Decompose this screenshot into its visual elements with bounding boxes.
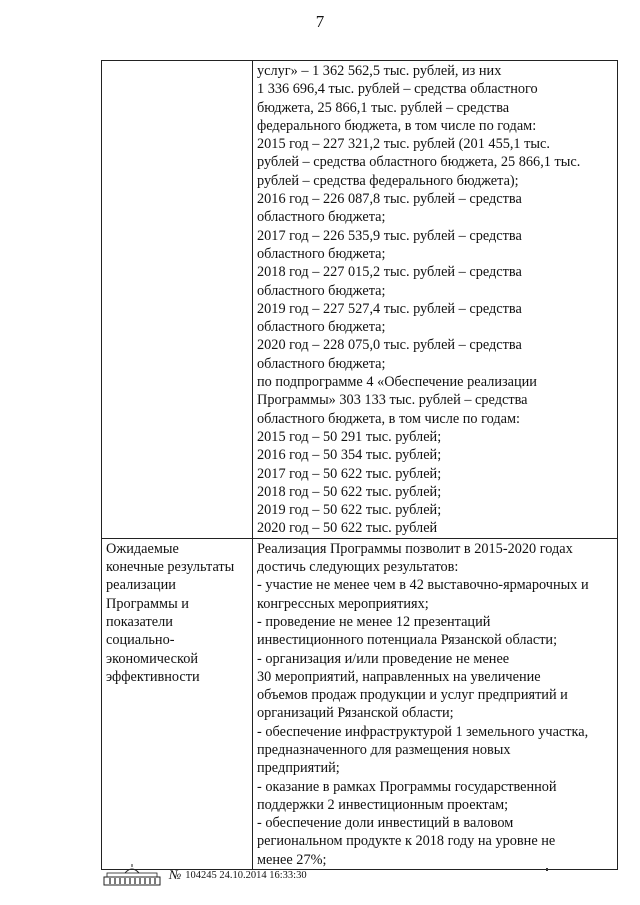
registration-stamp-text: 104245 24.10.2014 16:33:30 <box>185 869 307 881</box>
text-line: социально- <box>106 632 175 649</box>
text-line: рублей – средства федерального бюджета); <box>257 172 519 189</box>
row2-left-cell <box>102 538 253 869</box>
text-line: - обеспечение доли инвестиций в валовом <box>257 815 514 832</box>
text-line: объемов продаж продукции и услуг предприятий и <box>257 687 568 704</box>
text-line: Ожидаемые <box>106 540 179 557</box>
text-line: - организация и/или проведение не менее <box>257 650 510 667</box>
text-line: 2017 год – 226 535,9 тыс. рублей – средства <box>257 227 522 244</box>
text-line: Реализация Программы позволит в 2015-2020 годах <box>257 540 573 557</box>
text-line: конгрессных мероприятиях; <box>257 595 429 612</box>
text-line: - обеспечение инфраструктурой 1 земельного участка, <box>257 723 589 740</box>
text-line: 2019 год – 50 622 тыс. рублей; <box>257 502 442 519</box>
text-line: показатели <box>106 613 173 630</box>
page-number: 7 <box>315 12 325 31</box>
text-line: рублей – средства областного бюджета, 25 866,1 тыс. <box>257 154 581 171</box>
text-line: экономической <box>106 650 198 667</box>
text-line: региональном продукте к 2018 году на уровне не <box>257 833 556 850</box>
text-line: по подпрограмме 4 «Обеспечение реализации <box>257 374 537 391</box>
text-line: областного бюджета; <box>257 355 386 372</box>
document-footer <box>103 863 307 887</box>
text-line: 30 мероприятий, направленных на увеличение <box>257 668 541 685</box>
text-line: 1 336 696,4 тыс. рублей – средства областного <box>257 81 538 98</box>
government-building-logo-icon <box>103 864 161 886</box>
text-line: конечные результаты <box>106 559 235 576</box>
text-line: областного бюджета; <box>257 245 386 262</box>
text-line: организаций Рязанской области; <box>257 705 454 722</box>
text-line: 2020 год – 228 075,0 тыс. рублей – средства <box>257 337 522 354</box>
text-line: областного бюджета; <box>257 209 386 226</box>
text-line: 2018 год – 50 622 тыс. рублей; <box>257 483 442 500</box>
table-row <box>102 61 618 539</box>
registration-number-sign: № <box>169 867 182 882</box>
text-line: бюджета, 25 866,1 тыс. рублей – средства <box>257 99 510 116</box>
text-line: эффективности <box>106 668 200 685</box>
row1-left-cell <box>102 61 253 539</box>
text-line: предназначенного для размещения новых <box>257 741 511 758</box>
text-line: 2018 год – 227 015,2 тыс. рублей – средства <box>257 264 522 281</box>
text-line: инвестиционного потенциала Рязанской области; <box>257 632 558 649</box>
text-line: 2016 год – 226 087,8 тыс. рублей – средства <box>257 191 522 208</box>
text-line: менее 27%; <box>257 851 327 868</box>
text-line: - участие не менее чем в 42 выставочно-ярмарочных и <box>257 577 589 594</box>
scan-speck <box>546 868 548 871</box>
text-line: областного бюджета; <box>257 319 386 336</box>
text-line: 2015 год – 227 321,2 тыс. рублей (201 455,1 тыс. <box>257 136 550 153</box>
text-line: областного бюджета, в том числе по годам: <box>257 410 521 427</box>
program-passport-table <box>101 60 618 870</box>
table-row <box>102 538 618 869</box>
text-line: реализации <box>106 577 176 594</box>
text-line: предприятий; <box>257 760 340 777</box>
text-line: федерального бюджета, в том числе по годам: <box>257 117 537 134</box>
text-line: областного бюджета; <box>257 282 386 299</box>
row2-right-cell <box>253 538 618 869</box>
text-line: - оказание в рамках Программы государственной <box>257 778 557 795</box>
text-line: 2015 год – 50 291 тыс. рублей; <box>257 428 442 445</box>
row1-right-cell <box>253 61 618 539</box>
text-line: Программы и <box>106 595 189 612</box>
text-line: - проведение не менее 12 презентаций <box>257 613 491 630</box>
text-line: 2017 год – 50 622 тыс. рублей; <box>257 465 442 482</box>
text-line: достичь следующих результатов: <box>257 559 459 576</box>
text-line: Программы» 303 133 тыс. рублей – средства <box>257 392 528 409</box>
text-line: 2019 год – 227 527,4 тыс. рублей – средства <box>257 300 522 317</box>
text-line: 2016 год – 50 354 тыс. рублей; <box>257 447 442 464</box>
text-line: услуг» – 1 362 562,5 тыс. рублей, из них <box>257 63 502 79</box>
text-line: поддержки 2 инвестиционным проектам; <box>257 796 509 813</box>
text-line: 2020 год – 50 622 тыс. рублей <box>257 520 438 537</box>
